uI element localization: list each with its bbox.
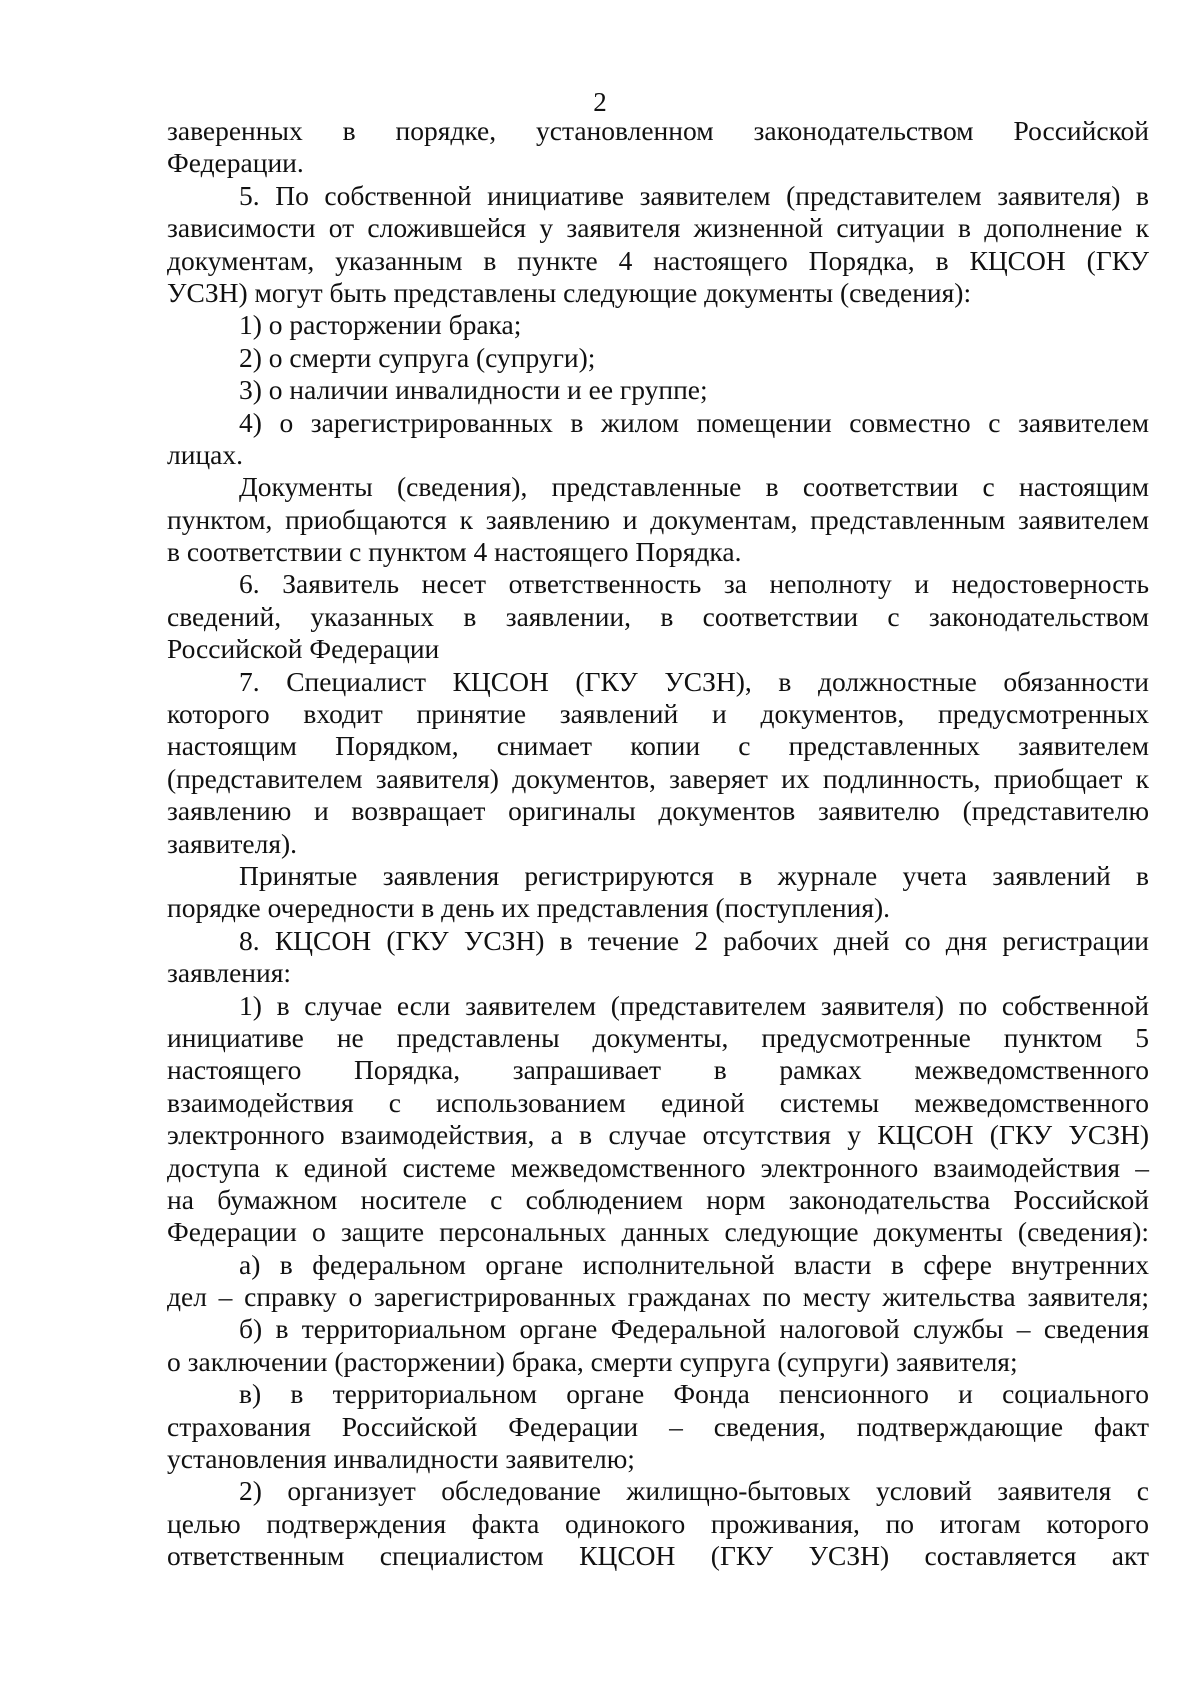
text-line: 7. Специалист КЦСОН (ГКУ УСЗН), в должностные обязанности xyxy=(239,665,1149,697)
text-line: установления инвалидности заявителю; xyxy=(167,1443,635,1475)
text-line: (представителем заявителя) документов, заверяет их подлинность, приобщает к xyxy=(167,762,1149,794)
text-line: Российской Федерации xyxy=(167,633,440,665)
text-line: в) в территориальном органе Фонда пенсионного и социального xyxy=(239,1378,1149,1410)
text-line: порядке очередности в день их представления (поступления). xyxy=(167,892,891,924)
text-line: которого входит принятие заявлений и документов, предусмотренных xyxy=(167,698,1149,730)
text-line: 1) о расторжении брака; xyxy=(239,309,522,341)
text-line: б) в территориальном органе Федеральной налоговой службы – сведения xyxy=(239,1313,1149,1345)
text-line: 1) в случае если заявителем (представителем заявителя) по собственной xyxy=(239,989,1149,1021)
text-line: 4) о зарегистрированных в жилом помещении совместно с заявителем xyxy=(239,406,1149,438)
text-line: заявления: xyxy=(167,957,291,989)
text-line: заверенных в порядке, установленном законодательством Российской xyxy=(167,115,1149,146)
text-line: инициативе не представлены документы, предусмотренные пунктом 5 xyxy=(167,1021,1149,1053)
text-line: 8. КЦСОН (ГКУ УСЗН) в течение 2 рабочих дней со дня регистрации xyxy=(239,924,1149,956)
text-line: Федерации о защите персональных данных следующие документы (сведения): xyxy=(167,1216,1149,1248)
text-line: лицах. xyxy=(167,438,243,470)
text-line: о заключении (расторжении) брака, смерти супруга (супруги) заявителя; xyxy=(167,1345,1018,1377)
text-line: УСЗН) могут быть представлены следующие документы (сведения): xyxy=(167,276,972,308)
text-line: Документы (сведения), представленные в соответствии с настоящим xyxy=(239,471,1149,503)
text-line: Федерации. xyxy=(167,147,304,179)
text-line: 6. Заявитель несет ответственность за неполноту и недостоверность xyxy=(239,568,1149,600)
text-line: страхования Российской Федерации – сведения, подтверждающие факт xyxy=(167,1410,1149,1442)
text-line: 5. По собственной инициативе заявителем (представителем заявителя) в xyxy=(239,179,1149,211)
text-line: 2) о смерти супруга (супруги); xyxy=(239,341,596,373)
text-line: целью подтверждения факта одинокого проживания, по итогам которого xyxy=(167,1507,1149,1539)
text-line: 2) организует обследование жилищно-бытовых условий заявителя с xyxy=(239,1475,1149,1507)
text-line: пунктом, приобщаются к заявлению и документам, представленным заявителем xyxy=(167,503,1149,535)
text-line: 3) о наличии инвалидности и ее группе; xyxy=(239,374,708,406)
text-line: электронного взаимодействия, а в случае отсутствия у КЦСОН (ГКУ УСЗН) xyxy=(167,1119,1149,1151)
text-line: доступа к единой системе межведомственного электронного взаимодействия – xyxy=(167,1151,1149,1183)
text-line: ответственным специалистом КЦСОН (ГКУ УСЗН) составляется акт xyxy=(167,1540,1149,1572)
text-line: сведений, указанных в заявлении, в соответствии с законодательством xyxy=(167,600,1149,632)
text-line: на бумажном носителе с соблюдением норм законодательства Российской xyxy=(167,1183,1149,1215)
text-line: а) в федеральном органе исполнительной власти в сфере внутренних xyxy=(239,1248,1149,1280)
text-line: в соответствии с пунктом 4 настоящего Порядка. xyxy=(167,536,742,568)
text-line: взаимодействия с использованием единой системы межведомственного xyxy=(167,1086,1149,1118)
text-line: зависимости от сложившейся у заявителя жизненной ситуации в дополнение к xyxy=(167,212,1149,244)
text-line: настоящего Порядка, запрашивает в рамках межведомственного xyxy=(167,1054,1149,1086)
text-line: заявителя). xyxy=(167,827,298,859)
page-number: 2 xyxy=(593,87,607,117)
text-line: настоящим Порядком, снимает копии с представленных заявителем xyxy=(167,730,1149,762)
text-line: дел – справку о зарегистрированных гражданах по месту жительства заявителя; xyxy=(167,1281,1149,1313)
text-line: Принятые заявления регистрируются в журнале учета заявлений в xyxy=(239,859,1149,891)
text-line: документам, указанным в пункте 4 настоящего Порядка, в КЦСОН (ГКУ xyxy=(167,244,1149,276)
document-body xyxy=(167,115,1149,1573)
text-line: заявлению и возвращает оригиналы документов заявителю (представителю xyxy=(167,795,1149,827)
